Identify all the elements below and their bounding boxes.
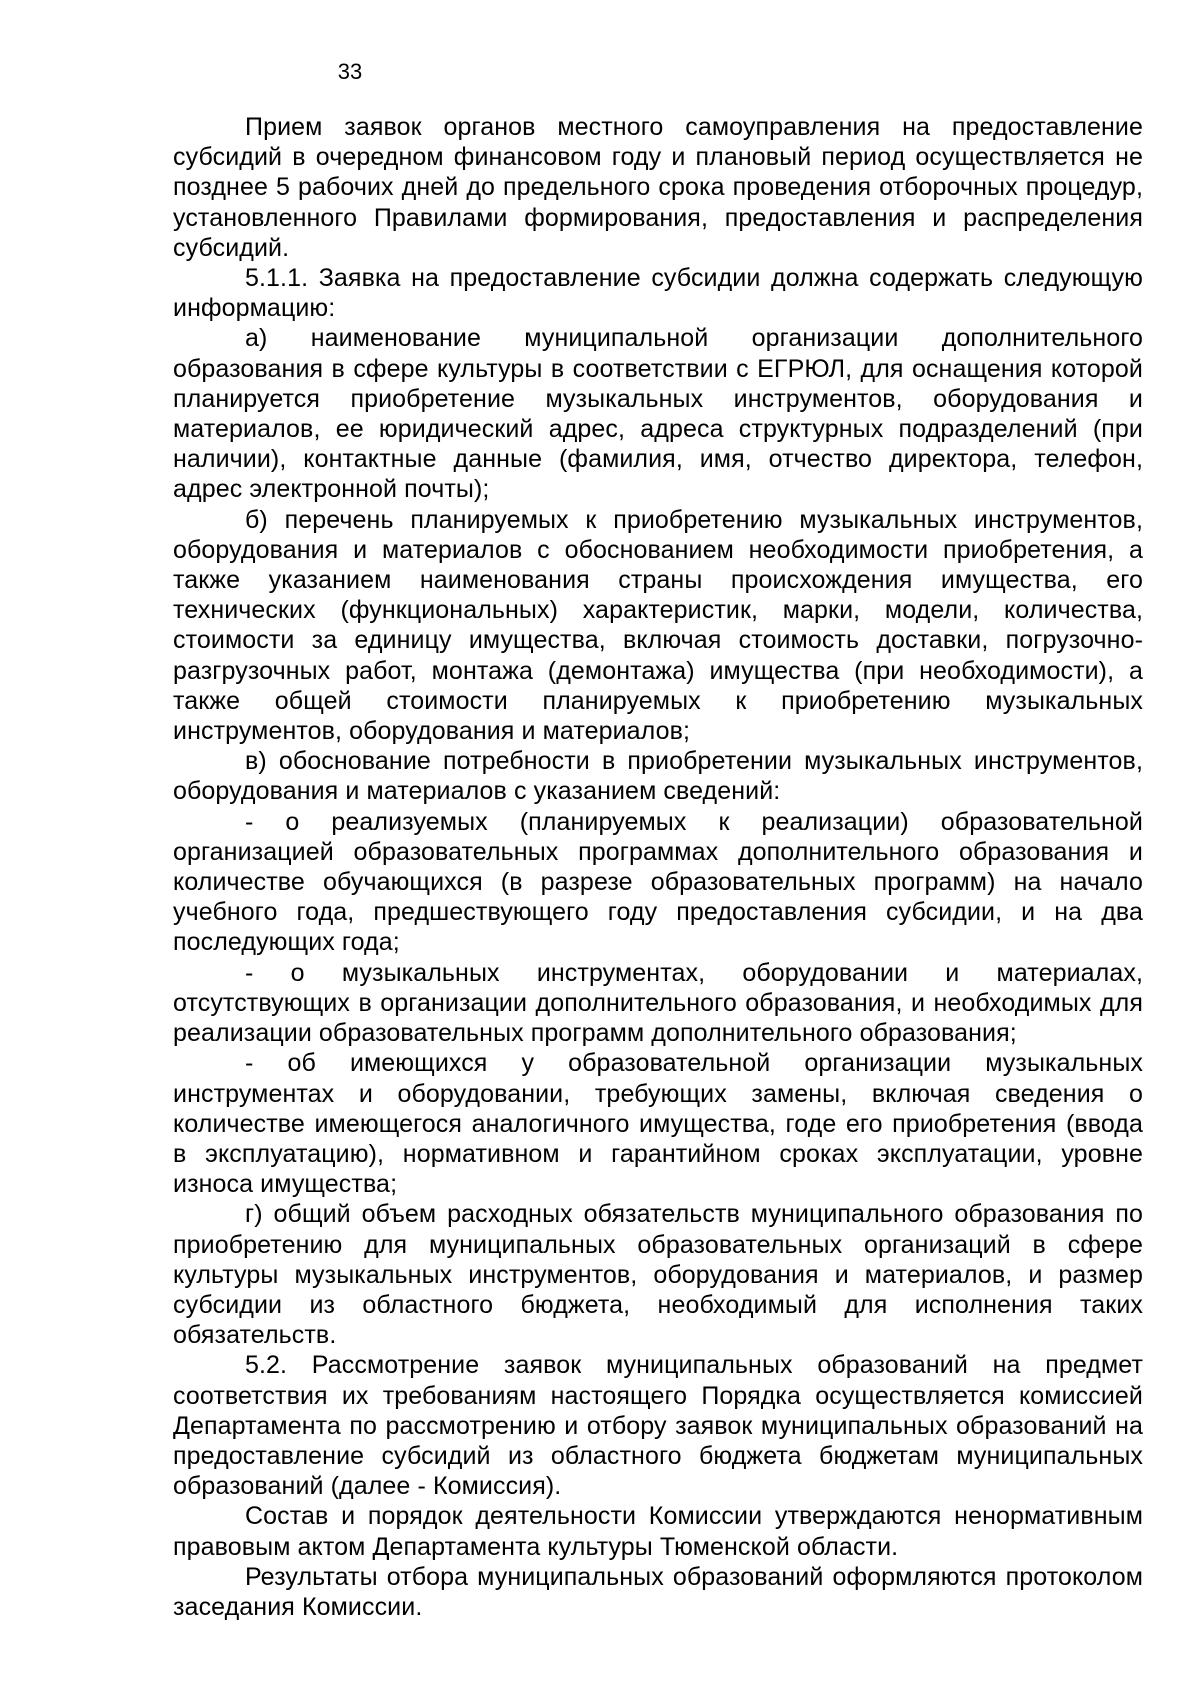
paragraph-commission-composition: Состав и порядок деятельности Комиссии утверждаются ненормативным правовым актом Департамента культуры Тюменской области.	[173, 1502, 1143, 1561]
paragraph-item-b: б) перечень планируемых к приобретению музыкальных инструментов, оборудования и материалов с обоснованием необходимости приобретения, а также указанием наименования страны происхождения имущества, его технических (функциональных) характеристик, марки, модели, количества, стоимости за единицу имущества, включая стоимость доставки, погрузочно-разгрузочных работ, монтажа (демонтажа) имущества (при необходимости), а также общей стоимости планируемых к приобретению музыкальных инструментов, оборудования и материалов;	[173, 505, 1143, 746]
paragraph-bullet-missing: - о музыкальных инструментах, оборудовании и материалах, отсутствующих в организации дополнительного образования, и необходимых для реализации образовательных программ дополнительного образования;	[173, 958, 1143, 1048]
document-body	[173, 112, 1143, 1622]
paragraph-item-v: в) обоснование потребности в приобретении музыкальных инструментов, оборудования и материалов с указанием сведений:	[173, 747, 1143, 806]
paragraph-item-a: а) наименование муниципальной организации дополнительного образования в сфере культуры в соответствии с ЕГРЮЛ, для оснащения которой планируется приобретение музыкальных инструментов, оборудования и материалов, ее юридический адрес, адреса структурных подразделений (при наличии), контактные данные (фамилия, имя, отчество директора, телефон, адрес электронной почты);	[173, 324, 1143, 504]
paragraph-5-2: 5.2. Рассмотрение заявок муниципальных образований на предмет соответствия их требованиям настоящего Порядка осуществляется комиссией Департамента по рассмотрению и отбору заявок муниципальных образований на предоставление субсидий из областного бюджета бюджетам муниципальных образований (далее - Комиссия).	[173, 1351, 1143, 1501]
paragraph-item-g: г) общий объем расходных обязательств муниципального образования по приобретению для муниципальных образовательных организаций в сфере культуры музыкальных инструментов, оборудования и материалов, и размер субсидии из областного бюджета, необходимый для исполнения таких обязательств.	[173, 1200, 1143, 1350]
paragraph-bullet-programs: - о реализуемых (планируемых к реализации) образовательной организацией образовательных программах дополнительного образования и количестве обучающихся (в разрезе образовательных программ) на начало учебного года, предшествующего году предоставления субсидии, и на два последующих года;	[173, 807, 1143, 957]
paragraph-intake-deadline: Прием заявок органов местного самоуправления на предоставление субсидий в очередном финансовом году и плановый период осуществляется не позднее 5 рабочих дней до предельного срока проведения отборочных процедур, установленного Правилами формирования, предоставления и распределения субсидий.	[173, 113, 1143, 262]
paragraph-bullet-existing: - об имеющихся у образовательной организации музыкальных инструментах и оборудовании, требующих замены, включая сведения о количестве имеющегося аналогичного имущества, годе его приобретения (ввода в эксплуатацию), нормативном и гарантийном сроках эксплуатации, уровне износа имущества;	[173, 1049, 1143, 1199]
paragraph-5-1-1: 5.1.1. Заявка на предоставление субсидии должна содержать следующую информацию:	[173, 264, 1143, 323]
page-number: 33	[337, 59, 363, 84]
paragraph-selection-results: Результаты отбора муниципальных образований оформляются протоколом заседания Комиссии.	[173, 1562, 1143, 1621]
